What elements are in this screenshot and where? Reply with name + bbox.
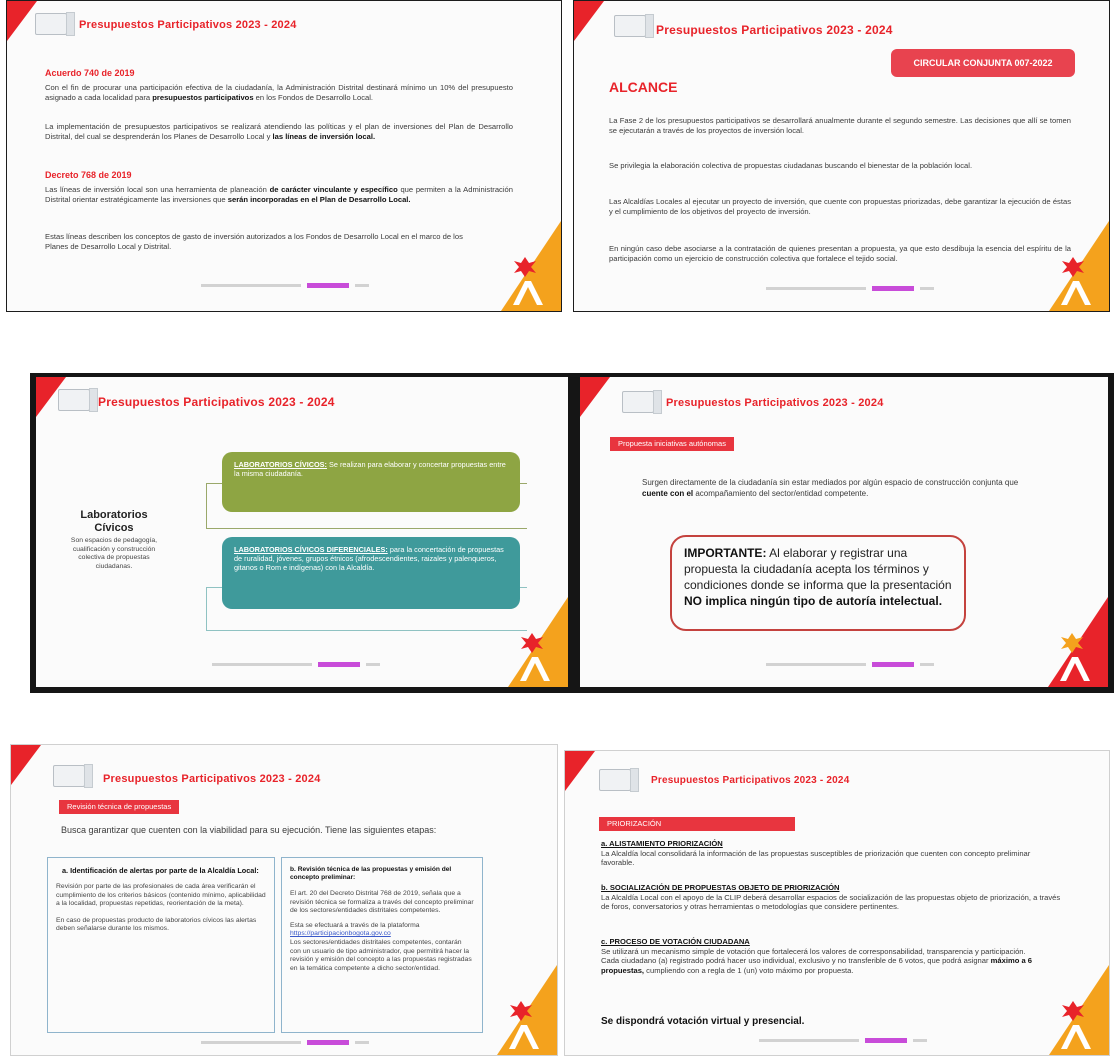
paragraph: Estas líneas describen los conceptos de gasto de inversión autorizados a los Fondos de Desarrollo Local en el marco de los Planes de Desarrollo Local y Distrital. (45, 232, 463, 251)
text: cumpliendo con a regla de 1 (un) voto máximo por propuesta. (646, 965, 854, 975)
section-c-text (601, 956, 1061, 975)
closing-statement: Se dispondrá votación virtual y presencial. (601, 1016, 805, 1027)
laboratorios-description: Son espacios de pedagogía, cualificación y construcción colectiva de propuestas ciudadanas. (70, 537, 158, 570)
presentation-logo-icon (58, 389, 90, 411)
section-a-title: a. ALISTAMIENTO PRIORIZACIÓN (601, 839, 723, 848)
bold-text: NO implica ningún tipo de autoría intelectual. (684, 594, 943, 608)
important-callout (670, 535, 966, 631)
slide-revision-tecnica (10, 744, 558, 1056)
card-heading: LABORATORIOS CÍVICOS DIFERENCIALES: (234, 545, 388, 554)
slide-footer (201, 282, 369, 288)
bogota-brand-logo-icon (1039, 221, 1109, 311)
intro-text: Busca garantizar que cuenten con la viabilidad para su ejecución. Tiene las siguientes etapas: (61, 825, 437, 835)
slide-title: Presupuestos Participativos 2023 - 2024 (98, 395, 335, 409)
card-laboratorios-civicos (222, 452, 520, 512)
important-label: IMPORTANTE: (684, 546, 767, 560)
text: Surgen directamente de la ciudadanía sin estar mediados por algún espacio de construcción conjunta que (642, 478, 1019, 487)
stage-b-text: El art. 20 del Decreto Distrital 768 de 2019, señala que a revisión técnica se formaliza a través del concepto preliminar de los sectores/entidades distritales competentes. (290, 890, 474, 915)
paragraph (642, 477, 1042, 499)
section-b (601, 883, 1061, 912)
presentation-logo-icon (53, 765, 85, 787)
section-b-text: La Alcaldía Local con el apoyo de la CLIP deberá desarrollar espacios de socialización de las propuestas objeto de priorización, a través de foros, conversatorios y otras herramientas o metodologías que considere pertinentes. (601, 892, 1061, 911)
section-heading: Acuerdo 740 de 2019 (45, 68, 135, 78)
slide-footer (766, 285, 934, 291)
section-pill: PRIORIZACIÓN (599, 817, 795, 831)
presentation-logo-icon (599, 769, 631, 791)
bold-text: de carácter vinculante y específico (269, 185, 398, 194)
bold-text: serán incorporadas en el Plan de Desarrollo Local. (227, 194, 411, 204)
stage-a-box (47, 857, 275, 1033)
section-c-title: c. PROCESO DE VOTACIÓN CIUDADANA (601, 937, 750, 946)
paragraph: Las Alcaldías Locales al ejecutar un proyecto de inversión, que cuente con propuestas priorizadas, debe garantizar la ejecución de éstas y el cumplimiento de los objetivos del proyecto de inversión. (609, 197, 1071, 216)
slide-priorizacion (564, 750, 1110, 1056)
paragraph (45, 83, 513, 102)
platform-link[interactable]: https://participacionbogota.gov.co (290, 930, 391, 938)
presentation-logo-icon (614, 15, 646, 37)
laboratorios-title: Laboratorios Cívicos (80, 509, 148, 534)
text: en los Fondos de Desarrollo Local. (255, 92, 374, 102)
slide-title: Presupuestos Participativos 2023 - 2024 (651, 775, 850, 786)
paragraph (45, 122, 513, 141)
slide-footer (212, 661, 380, 667)
stage-b-box (281, 857, 483, 1033)
slide-footer (759, 1037, 927, 1043)
stage-b-text: Los sectores/entidades distritales competentes, contarán con un usuario de tipo administrador, que permitirá hacer la revisión y emisión del concepto a las propuestas registradas en la temática competente a dicho sector/entidad. (290, 938, 472, 972)
slide-acuerdo-740 (6, 0, 562, 312)
stage-a-text: En caso de propuestas producto de laboratorios cívicos las alertas deben señalarse durante los mismos. (56, 916, 257, 933)
circular-badge: CIRCULAR CONJUNTA 007-2022 (891, 49, 1075, 77)
stage-b-text: Esta se efectuará a través de la plataforma (290, 921, 420, 929)
slide-alcance (573, 0, 1110, 312)
bold-text: presupuestos participativos (152, 92, 254, 102)
slide-title: Presupuestos Participativos 2023 - 2024 (79, 19, 297, 31)
section-heading: ALCANCE (609, 79, 678, 95)
slide-laboratorios-civicos (30, 373, 574, 693)
card-heading: LABORATORIOS CÍVICOS: (234, 460, 327, 469)
section-c (601, 937, 1061, 975)
bold-text: las líneas de inversión local. (272, 131, 376, 141)
paragraph (45, 185, 513, 204)
text: acompañamiento del sector/entidad competente. (695, 489, 869, 498)
slide-footer (201, 1039, 369, 1045)
bogota-brand-logo-icon (491, 221, 561, 311)
section-heading: Decreto 768 de 2019 (45, 170, 132, 180)
paragraph: En ningún caso debe asociarse a la contratación de quienes presentan a propuesta, ya que esto desdibuja la esencia del espíritu de la participación como un ejercicio de construcción colectiva que fortalece el tejido social. (609, 244, 1071, 263)
text: La implementación de presupuestos participativos se realizará atendiendo las políticas y el plan de inversiones del Plan de Desarrollo Distrital, del cual se desprenderán los Planes de Desarrollo Local y (45, 122, 513, 141)
section-pill: Revisión técnica de propuestas (59, 800, 179, 814)
section-a-text: La Alcaldía local consolidará la información de las propuestas susceptibles de priorización que cuenten con concepto preliminar favorable. (601, 848, 1031, 867)
section-a (601, 839, 1061, 868)
slide-footer (766, 661, 934, 667)
text: Con el fin de procurar una participación efectiva de la ciudadanía, la Administración Distrital destinará mínimo un 10% del presupuesto asignado a cada localidad para (45, 83, 513, 102)
stage-a-title: a. Identificación de alertas por parte de la Alcaldía Local: (62, 866, 259, 875)
text: Cada ciudadano (a) registrado podrá hacer uso individual, exclusivo y no transferible de 6 votos, que podrá asignar (601, 956, 989, 965)
text: Al elaborar y registrar una propuesta la ciudadanía acepta los términos y condiciones donde se informa que la presentación (684, 546, 952, 592)
bold-text: cuente con el (642, 489, 694, 498)
card-body: para la concertación de propuestas de ruralidad, jóvenes, grupos étnicos (afrodescendientes, raizales y palenqueros, gitanos o Rom e indígenas) con la Alcaldía. (234, 545, 504, 572)
bogota-brand-logo-icon (1039, 965, 1109, 1055)
bogota-brand-logo-icon (498, 597, 568, 687)
slide-title: Presupuestos Participativos 2023 - 2024 (656, 23, 893, 37)
stage-a-text: Revisión por parte de las profesionales de cada área verificarán el cumplimiento de los criterios básicos (contenido mínimo, aplicabilidad a la localidad, propuestas repetidas, reorientación de la meta). (56, 883, 266, 908)
card-laboratorios-diferenciales (222, 537, 520, 609)
text: que permiten a la Administración Distrital orientar estratégicamente las inversiones que (45, 185, 513, 204)
stage-b-title: b. Revisión técnica de las propuestas y emisión del concepto preliminar: (290, 866, 452, 881)
text: Las líneas de inversión local son una herramienta de planeación (45, 185, 267, 194)
slide-title: Presupuestos Participativos 2023 - 2024 (666, 397, 884, 409)
section-pill: Propuesta iniciativas autónomas (610, 437, 734, 451)
bold-text: máximo a 6 propuestas, (601, 956, 1033, 975)
slide-iniciativas-autonomas (574, 373, 1114, 693)
presentation-logo-icon (622, 391, 654, 413)
paragraph: Se privilegia la elaboración colectiva de propuestas ciudadanas buscando el bienestar de la población local. (609, 161, 973, 170)
bogota-brand-logo-icon (487, 965, 557, 1055)
bogota-brand-logo-icon (1038, 597, 1108, 687)
section-c-text: Se utilizará un mecanismo simple de votación que fortalecerá los valores de corresponsabilidad, transparencia y participación. (601, 946, 1026, 956)
slide-title: Presupuestos Participativos 2023 - 2024 (103, 773, 321, 785)
card-body: Se realizan para elaborar y concertar propuestas entre la misma ciudadanía. (234, 460, 506, 478)
paragraph: La Fase 2 de los presupuestos participativos se desarrollará anualmente durante el segundo semestre. Las decisiones que allí se tomen se ejecutarán a través de los proyectos de inversión local. (609, 116, 1071, 135)
presentation-logo-icon (35, 13, 67, 35)
section-b-title: b. SOCIALIZACIÓN DE PROPUESTAS OBJETO DE PRIORIZACIÓN (601, 883, 840, 892)
